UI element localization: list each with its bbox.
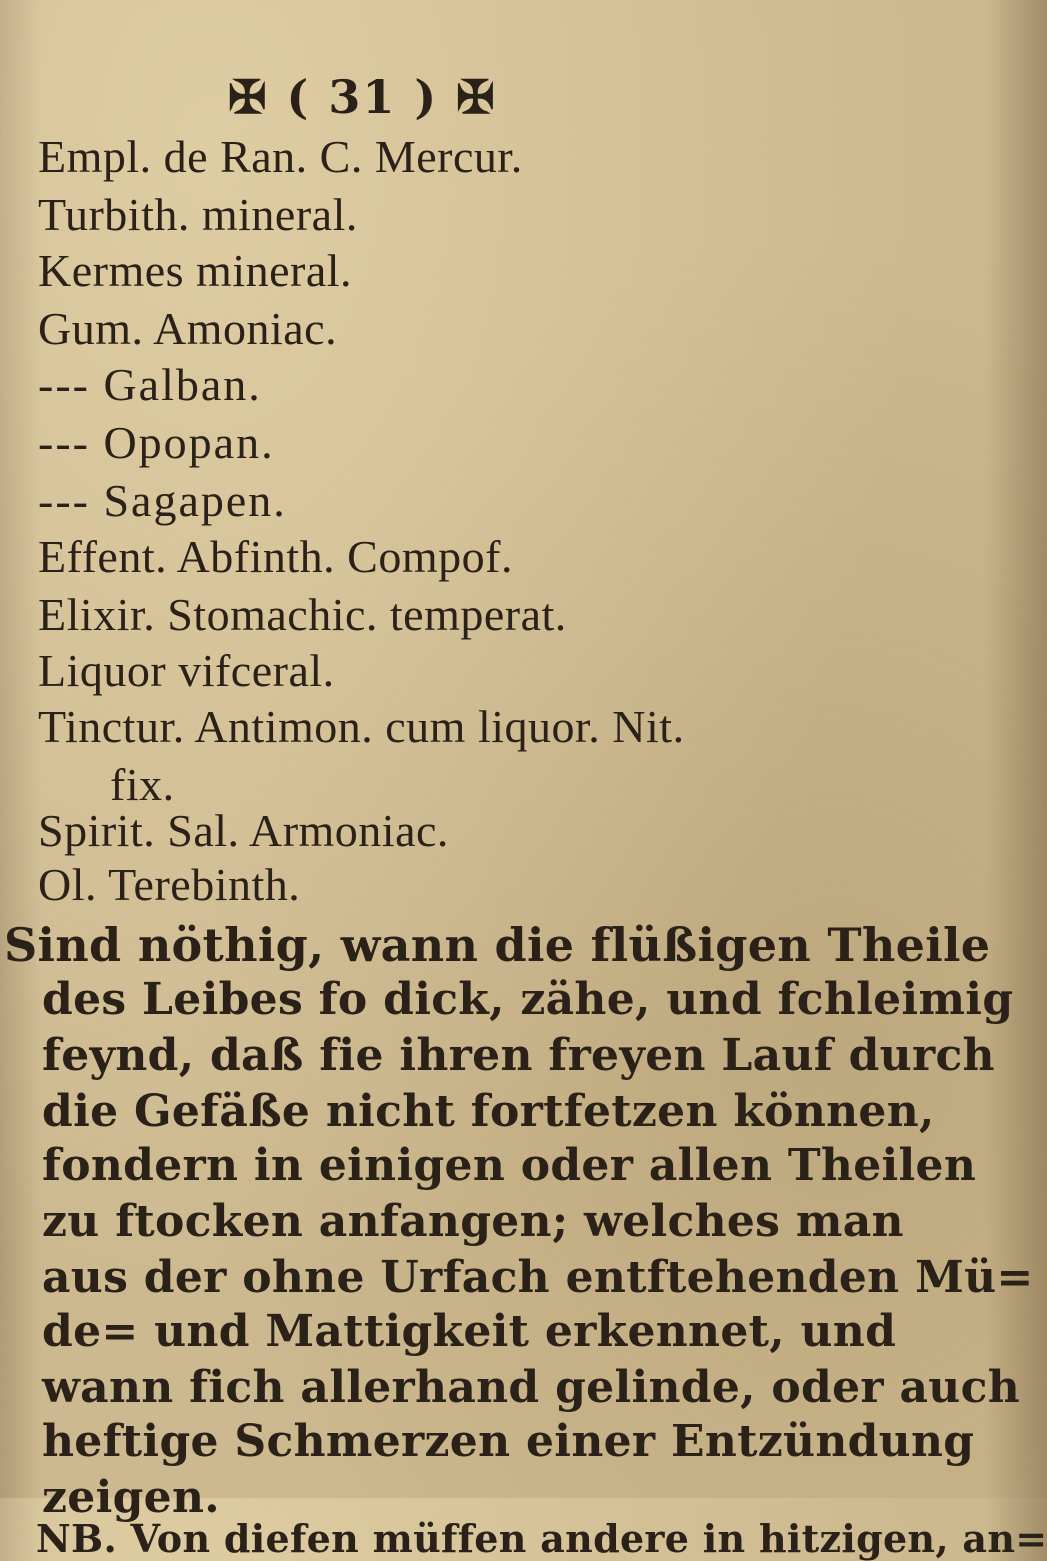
recipe-line: Kermes mineral.: [38, 245, 353, 296]
paragraph-line: de= und Mattigkeit erkennet, und: [42, 1306, 897, 1357]
note-line: NB. Von diefen müffen andere in hitzigen, an=: [36, 1516, 1047, 1561]
recipe-line: Tinctur. Antimon. cum liquor. Nit.: [38, 701, 685, 752]
recipe-line: Empl. de Ran. C. Mercur.: [38, 131, 523, 182]
recipe-line: Turbith. mineral.: [38, 189, 358, 240]
page-number-header: ✠ ( 31 ) ✠: [228, 70, 497, 124]
recipe-line: Effent. Abfinth. Compof.: [38, 531, 513, 582]
paragraph-line: heftige Schmerzen einer Entzündung: [42, 1416, 975, 1467]
recipe-line: fix.: [110, 759, 175, 810]
recipe-line: --- Opopan.: [38, 417, 275, 468]
paragraph-line: zeigen.: [42, 1472, 220, 1523]
paragraph-line: wann fich allerhand gelinde, oder auch: [42, 1362, 1020, 1413]
paragraph-line: feynd, daß fie ihren freyen Lauf durch: [42, 1030, 995, 1081]
paragraph-line: fondern in einigen oder allen Theilen: [42, 1140, 977, 1191]
recipe-line: Gum. Amoniac.: [38, 303, 338, 354]
recipe-line: Elixir. Stomachic. temperat.: [38, 589, 567, 640]
recipe-line: Ol. Terebinth.: [38, 859, 301, 910]
recipe-line: Liquor vifceral.: [38, 645, 335, 696]
recipe-line: --- Sagapen.: [38, 475, 287, 526]
paragraph-line: des Leibes fo dick, zähe, und fchleimig: [42, 974, 1014, 1025]
paragraph-line: die Gefäße nicht fortfetzen können,: [42, 1086, 935, 1137]
paragraph-line: aus der ohne Urfach entftehenden Mü=: [42, 1252, 1034, 1303]
paragraph-line: zu ftocken anfangen; welches man: [42, 1196, 904, 1247]
recipe-line: --- Galban.: [38, 359, 262, 410]
recipe-line: Spirit. Sal. Armoniac.: [38, 805, 449, 856]
paragraph-line: Sind nöthig, wann die flüßigen Theile: [4, 918, 991, 972]
